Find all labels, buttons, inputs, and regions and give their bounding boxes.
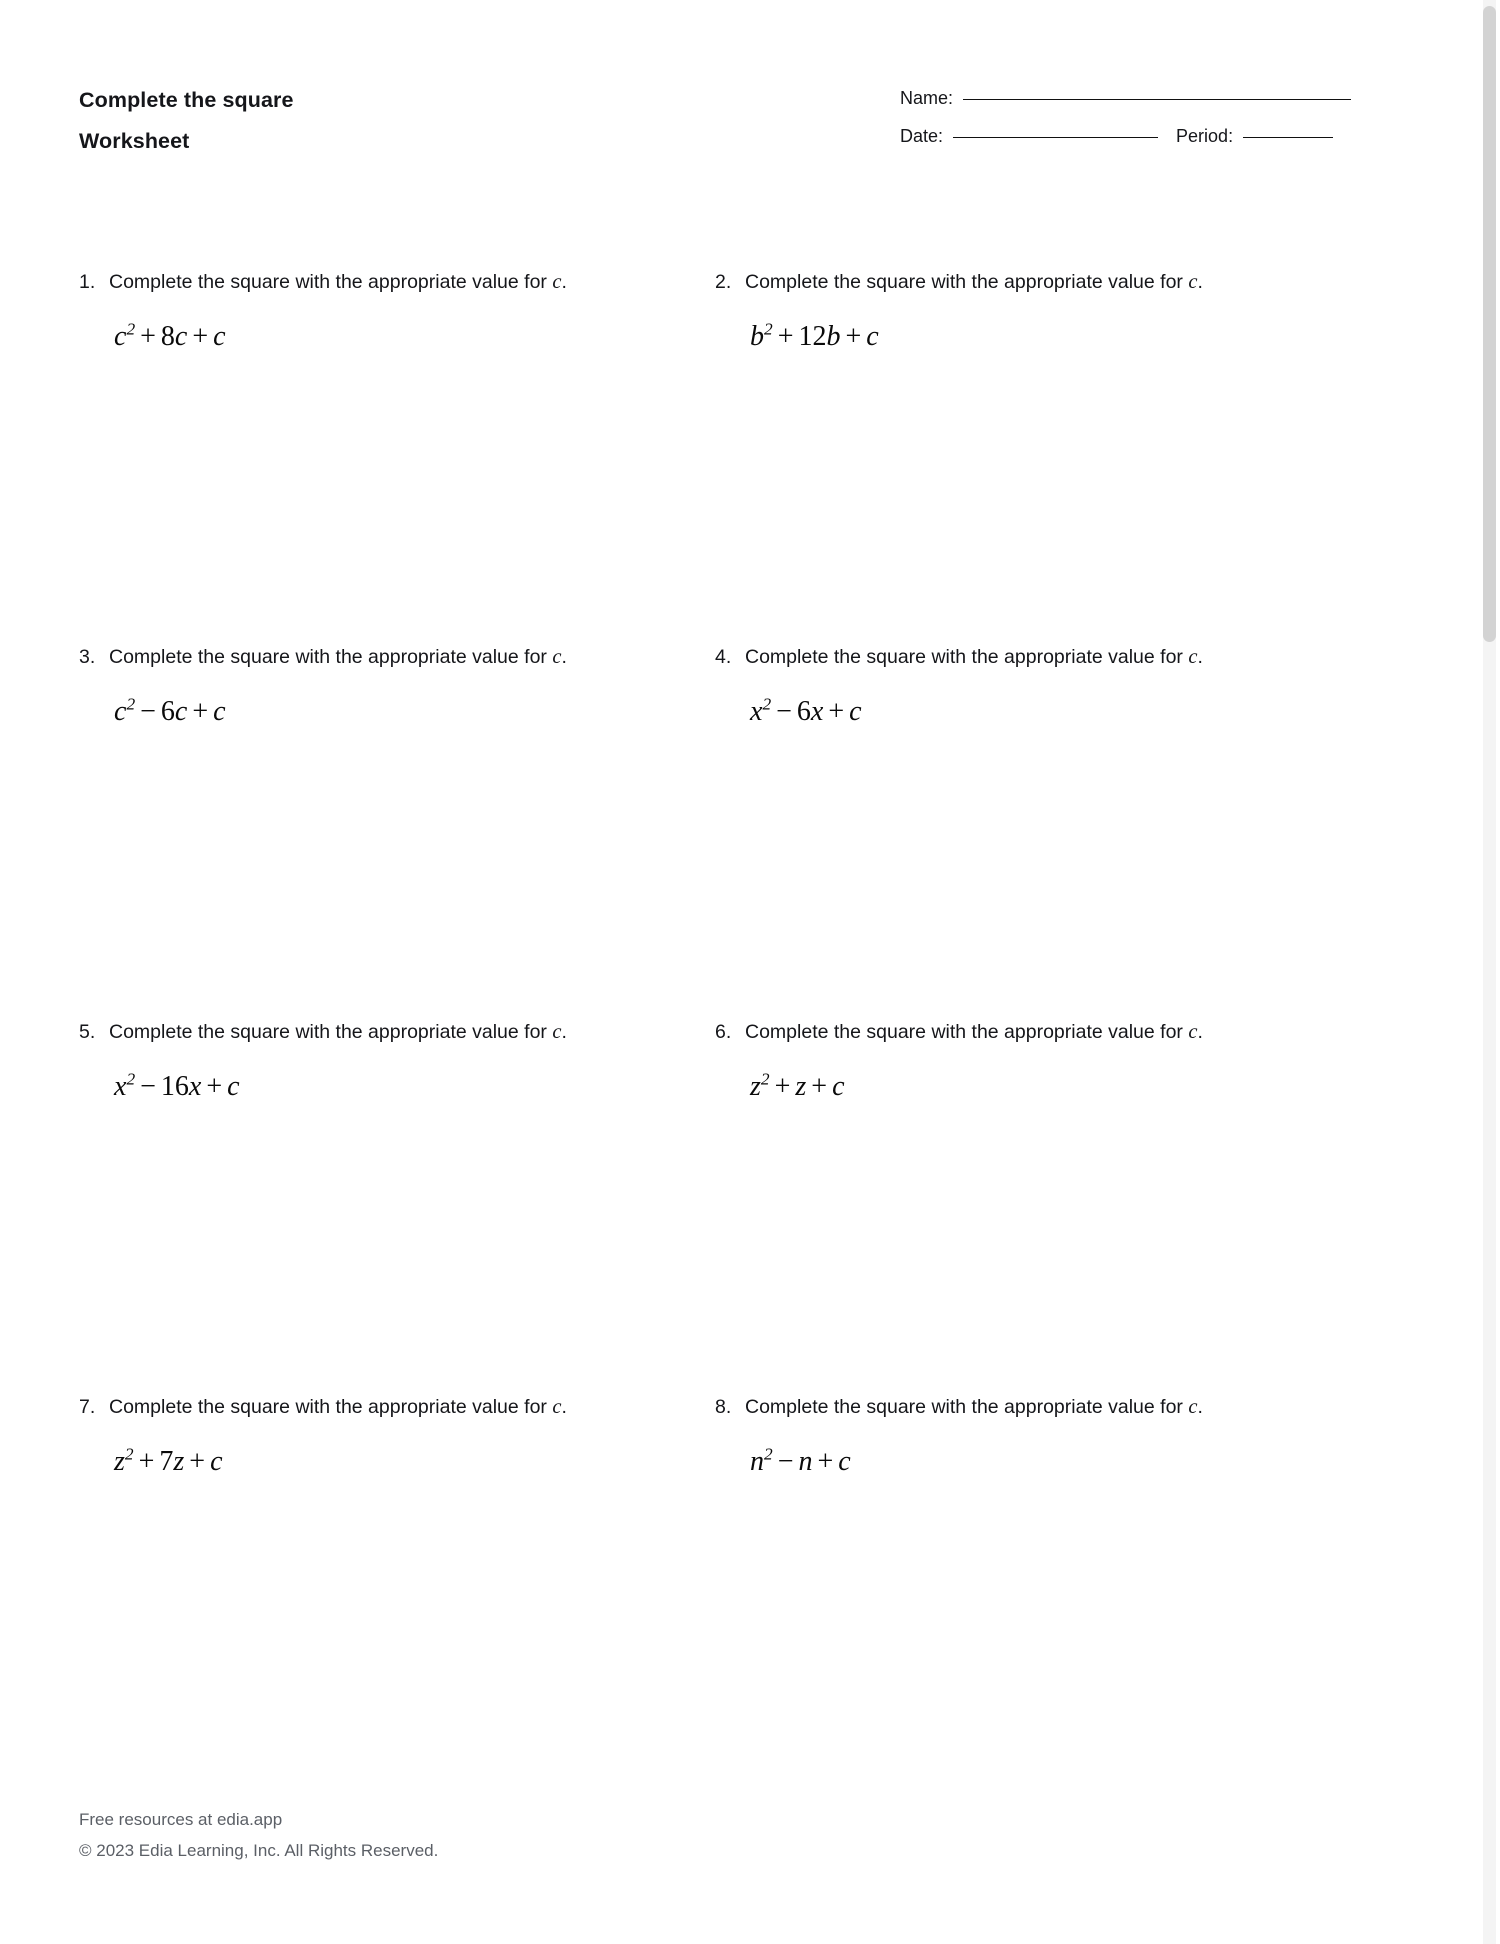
problem-7-op2: + (189, 1446, 206, 1477)
problem-6-prompt (715, 1012, 1348, 1052)
problem-7-coefficient: 7 (159, 1446, 174, 1477)
problem-6-expression (750, 1071, 1348, 1103)
problem-6-base: z (750, 1071, 761, 1102)
problem-1-text (109, 262, 712, 302)
problem-4-number: 4. (715, 646, 732, 668)
problem-7-constant: c (210, 1446, 223, 1477)
problem-1-base: c (114, 321, 127, 352)
problem-5-base: x (114, 1071, 127, 1102)
problem-6-op1: + (774, 1071, 791, 1102)
problem-row (79, 1387, 1403, 1762)
problem-1-expression (114, 321, 712, 353)
problem-5-op2: + (206, 1071, 223, 1102)
problem-7-variable: z (173, 1446, 185, 1477)
page-title-line-2: Worksheet (79, 129, 190, 153)
problem-4-base: x (750, 696, 763, 727)
problem-7-text-after: . (561, 1396, 567, 1418)
date-input-line[interactable] (953, 137, 1158, 138)
problem-3-expression (114, 696, 712, 728)
problem-8-op2: + (817, 1446, 834, 1477)
problem-8-number: 8. (715, 1396, 732, 1418)
problem-1-prompt (79, 262, 712, 302)
name-input-line[interactable] (963, 99, 1351, 100)
problem-2-op1: + (777, 321, 794, 352)
page-title (79, 80, 294, 162)
problem-6 (715, 1012, 1403, 1387)
problem-7-text (109, 1387, 712, 1427)
problem-2-op2: + (845, 321, 862, 352)
problem-7-text-variable: c (552, 1396, 562, 1418)
name-row (900, 88, 1410, 126)
problem-5-expression (114, 1071, 712, 1103)
problem-list (79, 262, 1403, 1762)
problem-4-prompt (715, 637, 1348, 677)
problem-8-constant: c (838, 1446, 851, 1477)
problem-5-variable: x (188, 1071, 202, 1102)
problem-5-coefficient: 16 (160, 1071, 189, 1102)
problem-6-work-area[interactable] (715, 1103, 1348, 1253)
problem-4-text-variable: c (1188, 646, 1198, 668)
page-title-line-1: Complete the square (79, 88, 294, 112)
problem-3-text-after: . (561, 646, 567, 668)
problem-1-coefficient: 8 (160, 321, 175, 352)
problem-3-number: 3. (79, 646, 96, 668)
problem-5 (79, 1012, 767, 1387)
problem-1-op2: + (192, 321, 209, 352)
date-label: Date: (900, 126, 944, 146)
problem-3-exponent: 2 (126, 694, 136, 714)
vertical-scrollbar-thumb[interactable] (1483, 6, 1496, 642)
problem-4 (715, 637, 1403, 1012)
worksheet-header (0, 0, 1478, 190)
problem-7-expression (114, 1446, 712, 1478)
problem-3-text-before: Complete the square with the appropriate value for (109, 646, 553, 668)
problem-3-constant: c (213, 696, 226, 727)
name-label: Name: (900, 88, 954, 108)
problem-8-variable: n (798, 1446, 813, 1477)
problem-3-text (109, 637, 712, 677)
problem-3-text-variable: c (552, 646, 562, 668)
problem-7 (79, 1387, 767, 1762)
problem-8-text (745, 1387, 1348, 1427)
page-footer (79, 1804, 438, 1866)
period-input-line[interactable] (1243, 137, 1333, 138)
problem-2-number: 2. (715, 271, 732, 293)
problem-5-work-area[interactable] (79, 1103, 712, 1253)
problem-4-work-area[interactable] (715, 728, 1348, 878)
problem-6-text-before: Complete the square with the appropriate value for (745, 1021, 1189, 1043)
problem-4-constant: c (849, 696, 862, 727)
footer-copyright-text: © 2023 Edia Learning, Inc. All Rights Reserved. (79, 1841, 439, 1860)
problem-3 (79, 637, 767, 1012)
problem-6-variable: z (795, 1071, 807, 1102)
problem-2-exponent: 2 (764, 319, 773, 339)
problem-5-text-before: Complete the square with the appropriate value for (109, 1021, 553, 1043)
problem-6-text (745, 1012, 1348, 1052)
problem-row (79, 1012, 1403, 1387)
problem-4-expression (750, 696, 1348, 728)
problem-5-text-after: . (561, 1021, 567, 1043)
problem-2-expression (750, 321, 1348, 353)
problem-5-constant: c (227, 1071, 240, 1102)
date-period-row (900, 126, 1410, 164)
problem-1 (79, 262, 767, 637)
student-info-block (900, 88, 1410, 164)
problem-6-text-after: . (1197, 1021, 1203, 1043)
problem-1-work-area[interactable] (79, 353, 712, 503)
problem-3-base: c (114, 696, 127, 727)
problem-3-op1: − (140, 696, 156, 727)
problem-6-number: 6. (715, 1021, 732, 1043)
problem-2-text-variable: c (1188, 271, 1198, 293)
problem-1-variable: c (174, 321, 188, 352)
problem-1-op1: + (140, 321, 156, 352)
problem-7-op1: + (138, 1446, 155, 1477)
problem-1-exponent: 2 (126, 319, 136, 339)
problem-3-variable: c (174, 696, 188, 727)
problem-5-prompt (79, 1012, 712, 1052)
footer-resources-text: Free resources at edia.app (79, 1810, 283, 1829)
problem-2-variable: b (826, 321, 841, 352)
problem-2-text (745, 262, 1348, 302)
problem-8-prompt (715, 1387, 1348, 1427)
problem-4-text (745, 637, 1348, 677)
problem-4-exponent: 2 (762, 694, 772, 714)
problem-4-text-before: Complete the square with the appropriate value for (745, 646, 1189, 668)
problem-6-op2: + (811, 1071, 828, 1102)
problem-5-text (109, 1012, 712, 1052)
problem-2-prompt (715, 262, 1348, 302)
problem-3-op2: + (192, 696, 209, 727)
problem-1-text-before: Complete the square with the appropriate value for (109, 271, 553, 293)
problem-2-text-after: . (1197, 271, 1203, 293)
period-label: Period: (1176, 126, 1234, 146)
problem-7-prompt (79, 1387, 712, 1427)
problem-6-text-variable: c (1188, 1021, 1198, 1043)
problem-8-text-after: . (1197, 1396, 1203, 1418)
problem-4-coefficient: 6 (796, 696, 811, 727)
problem-2-text-before: Complete the square with the appropriate value for (745, 271, 1189, 293)
problem-1-constant: c (213, 321, 226, 352)
problem-2-work-area[interactable] (715, 353, 1348, 503)
problem-1-number: 1. (79, 271, 96, 293)
problem-4-text-after: . (1197, 646, 1203, 668)
problem-2-base: b (750, 321, 764, 352)
problem-8-exponent: 2 (764, 1444, 773, 1464)
problem-7-text-before: Complete the square with the appropriate value for (109, 1396, 553, 1418)
problem-8-text-variable: c (1188, 1396, 1198, 1418)
problem-1-text-variable: c (552, 271, 562, 293)
problem-5-exponent: 2 (126, 1069, 136, 1089)
problem-5-number: 5. (79, 1021, 96, 1043)
problem-6-constant: c (832, 1071, 845, 1102)
problem-8-op1: − (777, 1446, 794, 1477)
problem-5-text-variable: c (552, 1021, 562, 1043)
problem-7-exponent: 2 (124, 1444, 134, 1464)
problem-row (79, 262, 1403, 637)
problem-4-op2: + (828, 696, 845, 727)
problem-row (79, 637, 1403, 1012)
problem-3-prompt (79, 637, 712, 677)
problem-2 (715, 262, 1403, 637)
problem-7-base: z (114, 1446, 125, 1477)
problem-8-base: n (750, 1446, 764, 1477)
problem-8-expression (750, 1446, 1348, 1478)
problem-3-coefficient: 6 (160, 696, 175, 727)
problem-8 (715, 1387, 1403, 1762)
problem-2-constant: c (866, 321, 879, 352)
problem-7-number: 7. (79, 1396, 96, 1418)
problem-1-text-after: . (561, 271, 567, 293)
problem-5-op1: − (140, 1071, 156, 1102)
problem-4-variable: x (810, 696, 824, 727)
problem-8-text-before: Complete the square with the appropriate value for (745, 1396, 1189, 1418)
problem-6-exponent: 2 (760, 1069, 770, 1089)
problem-7-work-area[interactable] (79, 1478, 712, 1628)
problem-3-work-area[interactable] (79, 728, 712, 878)
problem-4-op1: − (776, 696, 792, 727)
problem-2-coefficient: 12 (798, 321, 827, 352)
problem-8-work-area[interactable] (715, 1478, 1348, 1628)
